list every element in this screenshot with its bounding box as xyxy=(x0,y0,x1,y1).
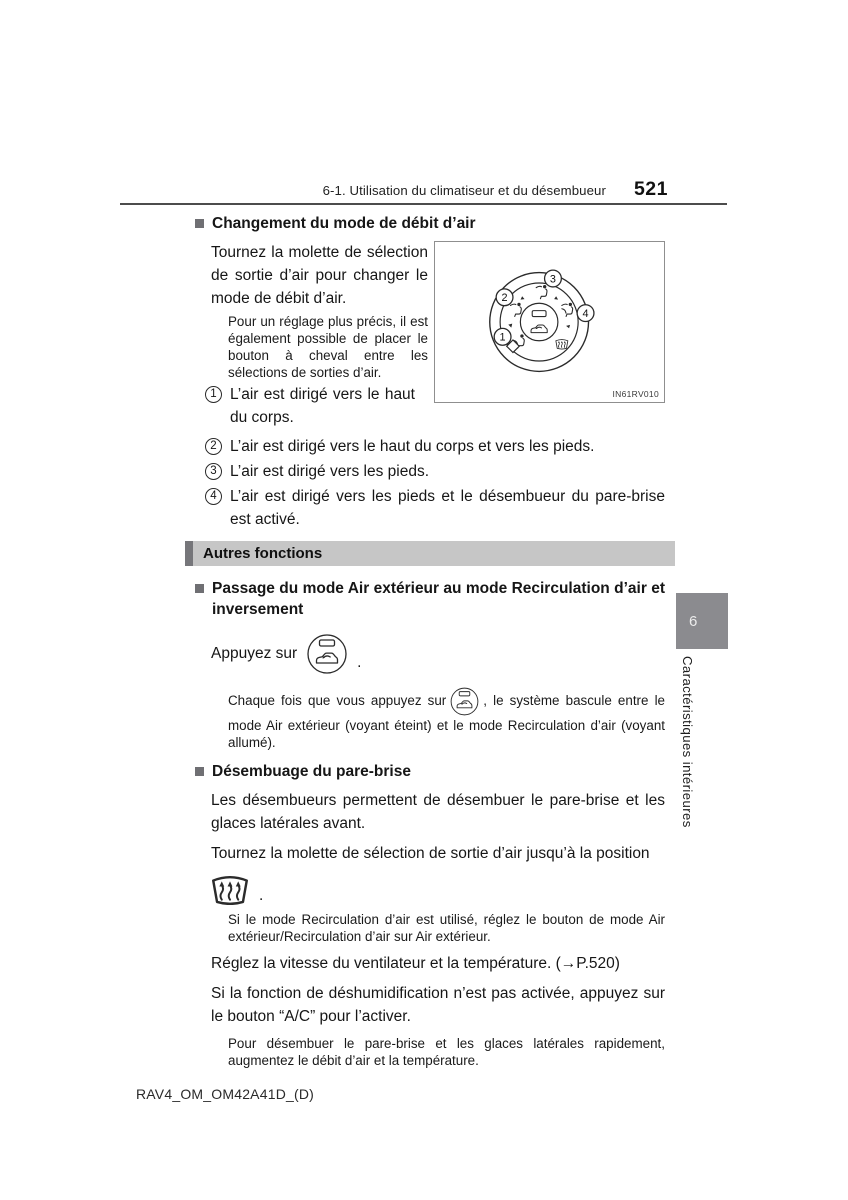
section-banner: Autres fonctions xyxy=(185,541,675,566)
icon-suffix: . xyxy=(259,887,264,904)
item-number-badge: 4 xyxy=(205,488,222,505)
press-instruction xyxy=(211,632,665,676)
chapter-title-vertical: Caractéristiques intérieures xyxy=(680,656,695,828)
square-bullet-icon xyxy=(195,767,204,776)
square-bullet-icon xyxy=(195,584,204,593)
vent-face-icon xyxy=(510,303,521,317)
defog-note1: Si le mode Recirculation d’air est utilisé, réglez le bouton de mode Air extérieur/Recirculation d’air sur Air extérieur. xyxy=(228,912,665,944)
press-label: Appuyez sur xyxy=(211,645,298,662)
defog-note2: Pour désembuer le pare-brise et les glaces latérales rapidement, augmentez le débit d’air et la température. xyxy=(228,1036,665,1068)
list-item xyxy=(205,485,665,531)
main-content xyxy=(195,213,665,1069)
press-suffix: . xyxy=(357,654,362,671)
recirculation-note xyxy=(195,686,665,751)
item-number-badge: 2 xyxy=(205,438,222,455)
item-number-badge: 3 xyxy=(205,463,222,480)
windshield-defrost-icon xyxy=(211,873,249,905)
chapter-number: 6 xyxy=(689,612,698,630)
section-heading-recirculation xyxy=(195,578,665,620)
recirculation-button-icon xyxy=(305,632,349,676)
defog-p3: Réglez la vitesse du ventilateur et la température. (→P.520) xyxy=(211,955,620,972)
item-text: L’air est dirigé vers les pieds et le désembueur du pare-brise est activé. xyxy=(230,488,665,528)
dial-tick-marks xyxy=(508,296,570,328)
breadcrumb: 6-1. Utilisation du climatiseur et du désembueur xyxy=(322,183,606,198)
dial-figure xyxy=(434,241,665,403)
list-item xyxy=(205,435,665,458)
page-number: 521 xyxy=(633,178,668,200)
figure-code: IN61RV010 xyxy=(612,389,659,399)
windshield-defrost-icon xyxy=(556,340,568,350)
airflow-intro: Tournez la molette de sélection de sortie d’air pour changer le mode de débit d’air. xyxy=(211,244,428,307)
recirculation-button-icon xyxy=(531,325,547,333)
section-heading-defog xyxy=(195,761,665,782)
item-text: L’air est dirigé vers le haut du corps. xyxy=(230,386,415,426)
document-code: RAV4_OM_OM42A41D_(D) xyxy=(136,1086,315,1102)
airflow-text-column xyxy=(195,241,428,431)
vent-bilevel-icon xyxy=(562,303,573,317)
list-item xyxy=(205,383,415,429)
vent-face-icon xyxy=(536,285,547,299)
item-number-badge: 1 xyxy=(205,386,222,403)
svg-text:2: 2 xyxy=(501,292,508,305)
item-text: L’air est dirigé vers le haut du corps et vers les pieds. xyxy=(230,438,595,455)
recirculation-button-icon xyxy=(449,686,480,717)
section-heading-text: Passage du mode Air extérieur au mode Recirculation d’air et inversement xyxy=(212,580,665,618)
note-text: , le système bascule entre le mode Air extérieur (voyant éteint) et le mode Recirculation d’air (voyant allumé). xyxy=(228,693,665,750)
page-header xyxy=(120,178,668,201)
svg-text:1: 1 xyxy=(499,331,506,344)
header-rule xyxy=(120,203,727,205)
section-heading-airflow xyxy=(195,213,665,234)
list-item xyxy=(205,460,665,483)
note-text: Chaque fois que vous appuyez sur xyxy=(228,693,447,709)
square-bullet-icon xyxy=(195,219,204,228)
defog-p2: Tournez la molette de sélection de sortie d’air jusqu’à la position xyxy=(211,845,650,862)
defog-p4: Si la fonction de déshumidification n’est pas activée, appuyez sur le bouton “A/C” pour l’activer. xyxy=(211,985,665,1025)
section-heading-text: Désembuage du pare-brise xyxy=(212,763,411,780)
svg-text:4: 4 xyxy=(582,307,589,320)
defrost-position xyxy=(211,873,665,905)
svg-text:3: 3 xyxy=(549,273,556,286)
chapter-tab xyxy=(676,593,728,649)
defog-p1: Les désembueurs permettent de désembuer le pare-brise et les glaces latérales avant. xyxy=(211,792,665,832)
item-text: L’air est dirigé vers les pieds. xyxy=(230,463,430,480)
section-heading-text: Changement du mode de débit d’air xyxy=(212,215,476,232)
dial-diagram xyxy=(435,242,664,402)
airflow-note: Pour un réglage plus précis, il est également possible de placer le bouton à cheval entre les sélections de sorties d’air. xyxy=(228,314,428,380)
